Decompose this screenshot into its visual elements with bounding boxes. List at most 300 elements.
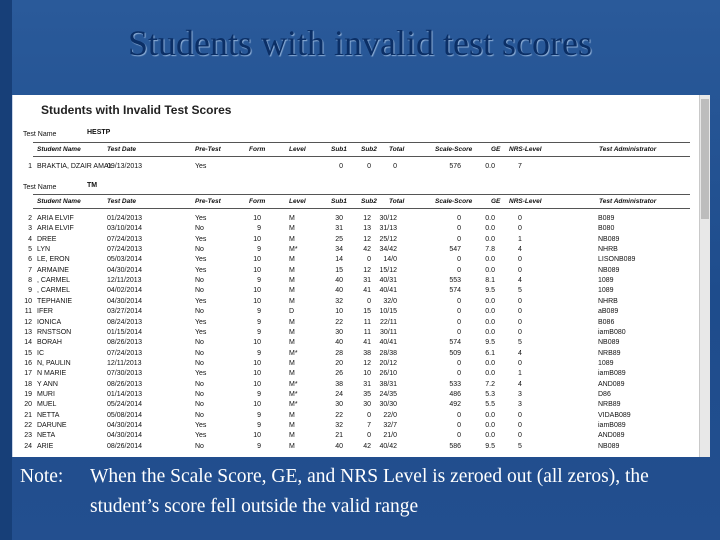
table-cell: BORAH (37, 339, 62, 347)
table-cell: aB089 (598, 308, 619, 316)
table-cell: 10 (253, 339, 261, 347)
table-cell: 10 (253, 235, 261, 243)
section2-col-header: Sub1 (331, 198, 347, 205)
table-cell: 9 (257, 328, 261, 336)
table-cell: 10 (253, 380, 261, 388)
slide-accent-bar (0, 0, 12, 540)
table-cell: TEPHANIE (37, 297, 73, 305)
table-cell: 0 (518, 318, 522, 326)
table-cell: No (195, 442, 204, 450)
table-cell: 1 (518, 370, 522, 378)
table-cell: No (195, 308, 204, 316)
table-cell: 7.8 (485, 246, 495, 254)
table-cell: 9 (257, 422, 261, 429)
section2-col-header: Form (249, 198, 266, 205)
table-cell: 34 (335, 246, 343, 254)
table-cell: 0 (367, 163, 371, 170)
slide-title: Students with invalid test scores (128, 23, 592, 63)
table-cell: 6.1 (485, 349, 495, 357)
table-cell: 10 (253, 266, 261, 274)
section2-col-header: Student Name (37, 198, 81, 205)
table-cell: 01/15/2014 (107, 328, 143, 336)
section2-col-header: GE (491, 198, 501, 205)
table-cell: 2 (28, 215, 32, 222)
table-cell: 30 (335, 401, 343, 409)
section1-col-header: Form (249, 146, 266, 153)
table-cell: 9.5 (485, 339, 495, 347)
table-cell: NHRB (598, 297, 618, 305)
table-cell: M (289, 277, 295, 285)
table-cell: NB089 (598, 339, 620, 347)
table-cell: 15 (335, 266, 343, 274)
section1-col-header: Student Name (37, 146, 81, 153)
table-cell: 0 (457, 359, 461, 367)
table-cell: 12 (363, 235, 371, 243)
table-cell: NB089 (598, 266, 620, 274)
table-cell: No (195, 287, 204, 295)
table-cell: 0 (457, 266, 461, 274)
table-cell: 9 (257, 442, 261, 450)
table-cell: 40/41 (379, 287, 397, 295)
table-cell: 0 (457, 411, 461, 419)
table-cell: iamB080 (598, 328, 626, 336)
table-cell: 9.5 (485, 287, 495, 295)
table-cell: M* (289, 246, 298, 254)
table-cell: 9 (257, 277, 261, 285)
table-cell: 0 (457, 328, 461, 336)
table-cell: M* (289, 349, 298, 357)
table-cell: D (289, 308, 295, 316)
table-cell: M* (289, 401, 298, 409)
table-cell: M (289, 411, 295, 419)
table-cell: 10/15 (379, 308, 397, 316)
table-cell: DREE (37, 235, 57, 243)
table-cell: M (289, 266, 295, 274)
table-cell: M (289, 318, 295, 326)
table-cell: LYN (37, 246, 51, 254)
table-cell: No (195, 225, 204, 233)
scrollbar-thumb[interactable] (701, 99, 709, 219)
table-cell: 10 (253, 256, 261, 264)
table-cell: 40 (335, 442, 343, 450)
table-cell: 1089 (598, 287, 614, 295)
table-cell: Yes (195, 163, 207, 170)
table-cell: 0.0 (485, 297, 495, 305)
table-cell: 10 (363, 370, 371, 378)
table-cell: ARMAINE (37, 266, 69, 274)
table-cell: 16 (24, 359, 32, 367)
section2-col-header: Test Administrator (599, 198, 657, 205)
table-cell: 14 (24, 339, 32, 347)
table-cell: 40/42 (379, 442, 397, 450)
table-cell: 30 (335, 328, 343, 336)
note-text: When the Scale Score, GE, and NRS Level is zeroed out (all zeros), the student’s score fell outside the valid range (90, 466, 649, 517)
table-cell: M (289, 256, 295, 264)
table-cell: 0.0 (485, 163, 495, 170)
section1-col-header: Scale-Score (435, 146, 473, 153)
table-cell: 40/41 (379, 339, 397, 347)
table-cell: 26 (335, 370, 343, 378)
table-cell: 0 (518, 432, 522, 440)
section2-col-header: Sub2 (361, 198, 377, 205)
table-cell: 26/10 (379, 370, 397, 378)
table-cell: Yes (195, 297, 207, 305)
table-cell: 07/24/2013 (107, 235, 143, 243)
table-cell: 0.0 (485, 215, 495, 222)
table-cell: 7 (28, 266, 32, 274)
table-cell: 0 (457, 297, 461, 305)
table-cell: 10 (253, 359, 261, 367)
section1-col-header: NRS-Level (509, 146, 542, 153)
table-cell: 04/02/2014 (107, 287, 143, 295)
table-cell: 20/12 (379, 359, 397, 367)
table-cell: 0 (518, 256, 522, 264)
table-cell: Yes (195, 256, 207, 264)
table-cell: 0 (367, 432, 371, 440)
table-cell: 12 (24, 318, 32, 326)
table-cell: No (195, 411, 204, 419)
table-cell: B089 (598, 215, 615, 222)
table-cell: 509 (449, 349, 461, 357)
table-cell: M (289, 328, 295, 336)
table-cell: 4 (518, 277, 522, 285)
table-cell: Yes (195, 318, 207, 326)
table-cell: 0 (457, 256, 461, 264)
table-cell: 9 (257, 390, 261, 398)
table-cell: 486 (449, 390, 461, 398)
table-cell: 40/31 (379, 277, 397, 285)
table-cell: 574 (449, 339, 461, 347)
table-cell: 4 (518, 349, 522, 357)
table-cell: 12 (363, 359, 371, 367)
table-cell: 4 (518, 380, 522, 388)
table-cell: 35 (363, 390, 371, 398)
table-cell: 25/12 (379, 235, 397, 243)
table-cell: 7.2 (485, 380, 495, 388)
table-cell: 0 (518, 308, 522, 316)
table-cell: 10 (253, 432, 261, 440)
table-cell: 9 (257, 308, 261, 316)
table-cell: 8 (28, 277, 32, 285)
table-cell: 31 (363, 380, 371, 388)
table-cell: 0.0 (485, 318, 495, 326)
table-cell: 0 (457, 370, 461, 378)
table-cell: 31/13 (379, 225, 397, 233)
table-cell: 30/30 (379, 401, 397, 409)
table-cell: 15 (24, 349, 32, 357)
table-cell: Yes (195, 422, 207, 429)
table-cell: 40 (335, 287, 343, 295)
table-cell: 11 (24, 308, 32, 316)
table-cell: M (289, 339, 295, 347)
table-cell: LISONB089 (598, 256, 636, 264)
table-cell: 1089 (598, 277, 614, 285)
table-cell: 23 (24, 432, 32, 440)
table-cell: 30/12 (379, 215, 397, 222)
table-cell: 21 (24, 411, 32, 419)
table-cell: 10 (253, 287, 261, 295)
table-cell: 04/30/2014 (107, 266, 143, 274)
table-cell: 41 (363, 287, 371, 295)
table-cell: 0 (393, 163, 397, 170)
table-cell: 0.0 (485, 308, 495, 316)
table-cell: AND089 (598, 432, 625, 440)
section1-col-header: Total (389, 146, 405, 153)
table-cell: 0.0 (485, 256, 495, 264)
table-cell: VIDAB089 (598, 411, 631, 419)
table-cell: ARIA ELVIF (37, 215, 74, 222)
table-cell: Yes (195, 235, 207, 243)
table-cell: 05/08/2014 (107, 411, 143, 419)
table-cell: 24/35 (379, 390, 397, 398)
table-cell: DARUNE (37, 422, 67, 429)
section2-col-header: Test Date (107, 198, 137, 205)
table-cell: 8.1 (485, 277, 495, 285)
table-cell: 01/24/2013 (107, 215, 143, 222)
table-cell: 9 (257, 246, 261, 254)
table-cell: 15/12 (379, 266, 397, 274)
table-cell: No (195, 277, 204, 285)
table-cell: Yes (195, 370, 207, 378)
table-cell: 4 (28, 235, 32, 243)
report-screenshot (12, 95, 710, 457)
table-cell: 576 (449, 163, 461, 170)
table-cell: 08/26/2013 (107, 339, 143, 347)
table-cell: M* (289, 380, 298, 388)
table-cell: 9 (257, 411, 261, 419)
table-cell: B086 (598, 318, 615, 326)
table-cell: 7 (367, 422, 371, 429)
table-cell: 0 (518, 266, 522, 274)
table-cell: 0 (457, 422, 461, 429)
table-cell: 0 (518, 411, 522, 419)
table-cell: 25 (335, 235, 343, 243)
table-cell: 586 (449, 442, 461, 450)
table-cell: M (289, 287, 295, 295)
section1-col-header: Level (289, 146, 306, 153)
table-cell: 20 (24, 401, 32, 409)
table-cell: 04/30/2014 (107, 297, 143, 305)
table-cell: 0 (518, 422, 522, 429)
table-cell: 07/30/2013 (107, 370, 143, 378)
table-cell: 3 (518, 401, 522, 409)
table-cell: 24 (335, 390, 343, 398)
table-cell: 0.0 (485, 432, 495, 440)
table-cell: 4 (518, 246, 522, 254)
table-cell: Yes (195, 215, 207, 222)
table-cell: 22 (335, 411, 343, 419)
section1-col-header: Pre-Test (195, 146, 221, 153)
table-cell: 0.0 (485, 370, 495, 378)
table-cell: 22/11 (380, 318, 397, 326)
table-cell: 0 (457, 432, 461, 440)
table-cell: 0 (457, 215, 461, 222)
table-cell: 0 (367, 297, 371, 305)
section1-col-header: Test Administrator (599, 146, 657, 153)
table-cell: ARIE (37, 442, 54, 450)
scrollbar[interactable] (699, 95, 710, 457)
header-rule-2 (33, 156, 690, 157)
table-cell: 24 (24, 442, 32, 450)
table-cell: 492 (449, 401, 461, 409)
table-cell: 0 (457, 308, 461, 316)
table-cell: No (195, 359, 204, 367)
table-cell: 0 (518, 225, 522, 233)
section1-col-header: Sub2 (361, 146, 377, 153)
table-cell: 0 (518, 328, 522, 336)
table-cell: 08/26/2014 (107, 442, 143, 450)
table-cell: 533 (449, 380, 461, 388)
table-cell: 32 (335, 297, 343, 305)
table-cell: 9 (257, 318, 261, 326)
table-cell: 547 (449, 246, 461, 254)
table-cell: M (289, 442, 295, 450)
table-cell: 0.0 (485, 422, 495, 429)
table-cell: 1089 (598, 359, 614, 367)
table-cell: 07/24/2013 (107, 349, 143, 357)
table-cell: 12 (363, 266, 371, 274)
table-cell: N MARIE (37, 370, 67, 378)
table-cell: 03/10/2014 (107, 225, 143, 233)
table-cell: 30 (335, 215, 343, 222)
table-cell: AND089 (598, 380, 625, 388)
table-cell: 9.5 (485, 442, 495, 450)
table-cell: 10 (24, 297, 32, 305)
table-cell: 41 (363, 339, 371, 347)
table-cell: NHRB (598, 246, 618, 254)
table-cell: NB089 (598, 235, 620, 243)
table-cell: 03/27/2014 (107, 308, 143, 316)
table-cell: NB089 (598, 442, 620, 450)
table-cell: 14 (335, 256, 343, 264)
table-cell: 05/03/2014 (107, 256, 143, 264)
table-cell: 0 (518, 359, 522, 367)
table-cell: 0 (339, 163, 343, 170)
table-cell: iamB089 (598, 370, 626, 378)
table-cell: 0.0 (485, 266, 495, 274)
table-cell: 13 (363, 225, 371, 233)
table-cell: M (289, 370, 295, 378)
test-name-label-2: Test Name (23, 184, 57, 191)
table-cell: 9 (28, 287, 32, 295)
section1-col-header: Sub1 (331, 146, 347, 153)
table-cell: BRAKTIA, DZAIR AMAL (37, 163, 113, 170)
table-cell: No (195, 401, 204, 409)
table-cell: 10 (335, 308, 343, 316)
table-cell: M (289, 432, 295, 440)
table-cell: 0 (367, 411, 371, 419)
section1-col-header: GE (491, 146, 501, 153)
table-cell: 28 (335, 349, 343, 357)
table-cell: M (289, 359, 295, 367)
section2-col-header: Scale-Score (435, 198, 473, 205)
section2-col-header: Total (389, 198, 405, 205)
table-cell: 11 (363, 328, 371, 336)
table-cell: 0 (518, 215, 522, 222)
test-name-value-1: HESTP (87, 129, 111, 136)
report-title: Students with Invalid Test Scores (41, 103, 232, 117)
table-cell: IONICA (37, 318, 62, 326)
table-cell: 15 (363, 308, 371, 316)
table-cell: 10 (253, 370, 261, 378)
table-cell: 10 (253, 215, 261, 222)
table-cell: 0.0 (485, 225, 495, 233)
table-cell: IC (37, 349, 44, 357)
table-cell: Yes (195, 432, 207, 440)
test-name-label: Test Name (23, 131, 57, 138)
table-cell: NETTA (37, 411, 60, 419)
table-cell: 0 (457, 318, 461, 326)
table-cell: 0.0 (485, 411, 495, 419)
table-cell: M* (289, 390, 298, 398)
section2-col-header: NRS-Level (509, 198, 542, 205)
table-cell: M (289, 422, 295, 429)
table-cell: B080 (598, 225, 615, 233)
table-cell: 13 (24, 328, 32, 336)
table-cell: 38 (363, 349, 371, 357)
table-cell: 34/42 (379, 246, 397, 254)
table-cell: iamB089 (598, 422, 626, 429)
section1-col-header: Test Date (107, 146, 137, 153)
table-cell: 5 (518, 287, 522, 295)
table-cell: 14/0 (383, 256, 397, 264)
header-rule-4 (33, 208, 690, 209)
table-cell: , CARMEL (37, 277, 71, 285)
table-cell: 38/31 (379, 380, 397, 388)
table-cell: 5.3 (485, 390, 495, 398)
table-cell: D86 (598, 390, 611, 398)
table-cell: No (195, 246, 204, 254)
table-cell: M (289, 235, 295, 243)
table-cell: 04/30/2014 (107, 432, 143, 440)
table-cell: No (195, 390, 204, 398)
header-rule-3 (33, 194, 690, 195)
header-rule-1 (33, 142, 690, 143)
table-cell: 0 (457, 235, 461, 243)
table-cell: 1 (518, 235, 522, 243)
table-cell: No (195, 349, 204, 357)
test-name-value-2: TM (87, 182, 98, 189)
table-cell: NETA (37, 432, 56, 440)
table-cell: 11 (363, 318, 371, 326)
table-cell: 17 (24, 370, 32, 378)
table-cell: M (289, 225, 295, 233)
table-cell: 12/11/2013 (107, 359, 142, 367)
table-cell: 0.0 (485, 235, 495, 243)
table-cell: 0 (518, 297, 522, 305)
table-cell: 0.0 (485, 328, 495, 336)
table-cell: 32 (335, 422, 343, 429)
table-cell: 22 (335, 318, 343, 326)
table-cell: 42 (363, 246, 371, 254)
table-cell: ARIA ELVIF (37, 225, 74, 233)
table-cell: 28/38 (379, 349, 397, 357)
table-cell: 9 (257, 225, 261, 233)
table-cell: Yes (195, 266, 207, 274)
table-cell: 30/11 (380, 328, 397, 336)
table-cell: 0 (367, 256, 371, 264)
table-cell: 5.5 (485, 401, 495, 409)
table-cell: 04/30/2014 (107, 422, 143, 429)
table-cell: 05/24/2014 (107, 401, 143, 409)
table-cell: 08/26/2013 (107, 380, 143, 388)
table-cell: 0 (457, 225, 461, 233)
table-cell: 32/7 (383, 422, 397, 429)
table-cell: NRB89 (598, 401, 621, 409)
table-cell: 40 (335, 277, 343, 285)
table-cell: 31 (335, 225, 343, 233)
table-cell: 22/0 (383, 411, 397, 419)
